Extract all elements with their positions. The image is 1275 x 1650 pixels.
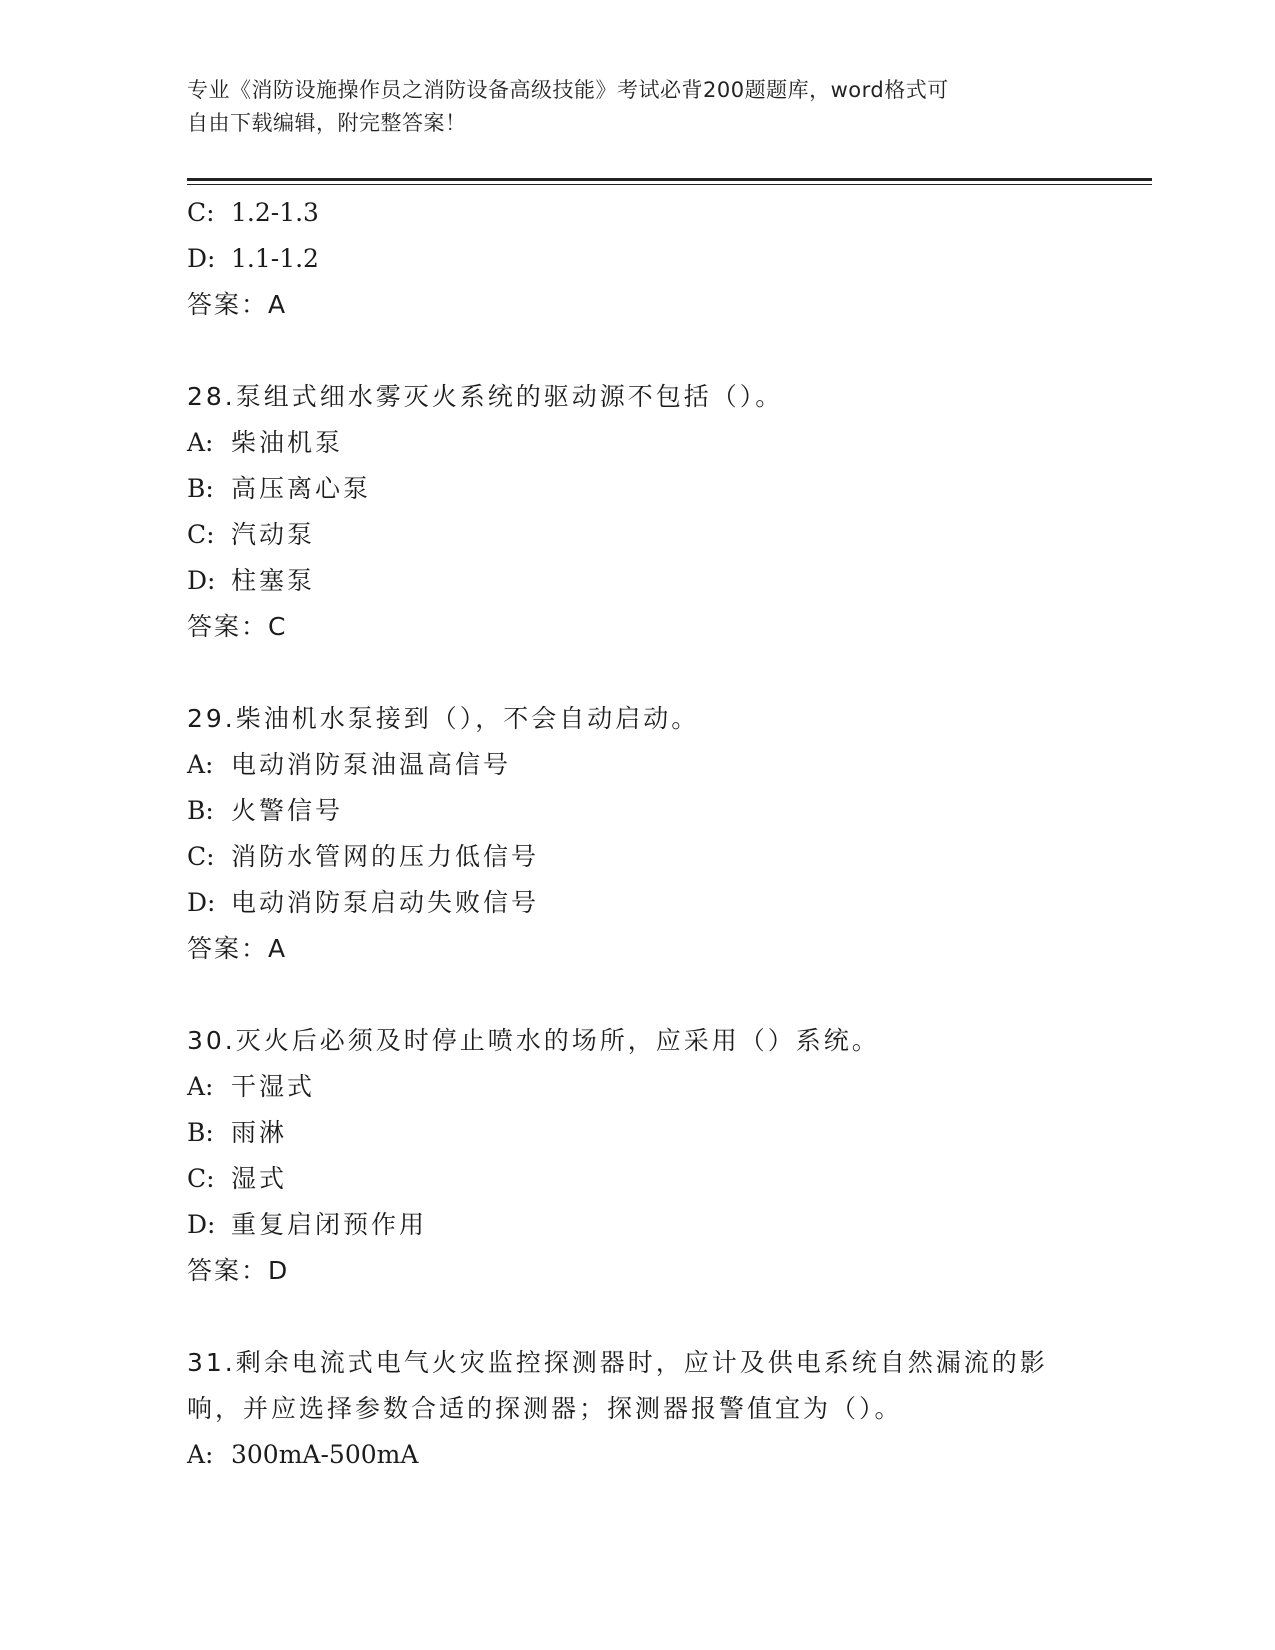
option-a: A: 300mA-500mA [187,1440,419,1469]
option-c: C: 消防水管网的压力低信号 [187,842,540,871]
option-b: B: 高压离心泵 [187,474,372,503]
question-text: 29.柴油机水泵接到（），不会自动启动。 [187,704,700,733]
answer: 答案：C [187,612,288,641]
question-text-line-2: 响，并应选择参数合适的探测器；探测器报警值宜为（）。 [187,1394,903,1423]
option-a: A: 电动消防泵油温高信号 [187,750,512,779]
question-29 [187,696,1087,972]
header-divider-thin [187,184,1152,185]
question-30 [187,1018,1087,1294]
option-d: D: 电动消防泵启动失败信号 [187,888,540,917]
answer: 答案：D [187,1256,290,1285]
question-text-line-1: 31.剩余电流式电气火灾监控探测器时，应计及供电系统自然漏流的影 [187,1348,1048,1377]
question-text: 30.灭火后必须及时停止喷水的场所，应采用（）系统。 [187,1026,880,1055]
answer: 答案：A [187,290,288,319]
question-28 [187,374,1087,650]
option-c: C: 汽动泵 [187,520,316,549]
option-c: C: 湿式 [187,1164,288,1193]
option-b: B: 火警信号 [187,796,344,825]
question-27-tail [187,190,1087,328]
option-b: B: 雨淋 [187,1118,288,1147]
option-a: A: 干湿式 [187,1072,316,1101]
question-list [187,190,1087,1478]
header-divider-thick [187,178,1152,181]
option-a: A: 柴油机泵 [187,428,344,457]
answer: 答案：A [187,934,288,963]
option-d: D: 1.1-1.2 [187,244,319,273]
spacer [187,328,1087,374]
option-c: C: 1.2-1.3 [187,198,319,227]
document-header [187,74,1087,140]
spacer [187,650,1087,696]
spacer [187,972,1087,1018]
question-text: 28.泵组式细水雾灭火系统的驱动源不包括（）。 [187,382,784,411]
header-line-1: 专业《消防设施操作员之消防设备高级技能》考试必背200题题库，word格式可 [187,78,949,102]
question-31 [187,1340,1087,1478]
header-line-2: 自由下载编辑，附完整答案！ [187,111,467,135]
option-d: D: 柱塞泵 [187,566,316,595]
spacer [187,1294,1087,1340]
option-d: D: 重复启闭预作用 [187,1210,428,1239]
